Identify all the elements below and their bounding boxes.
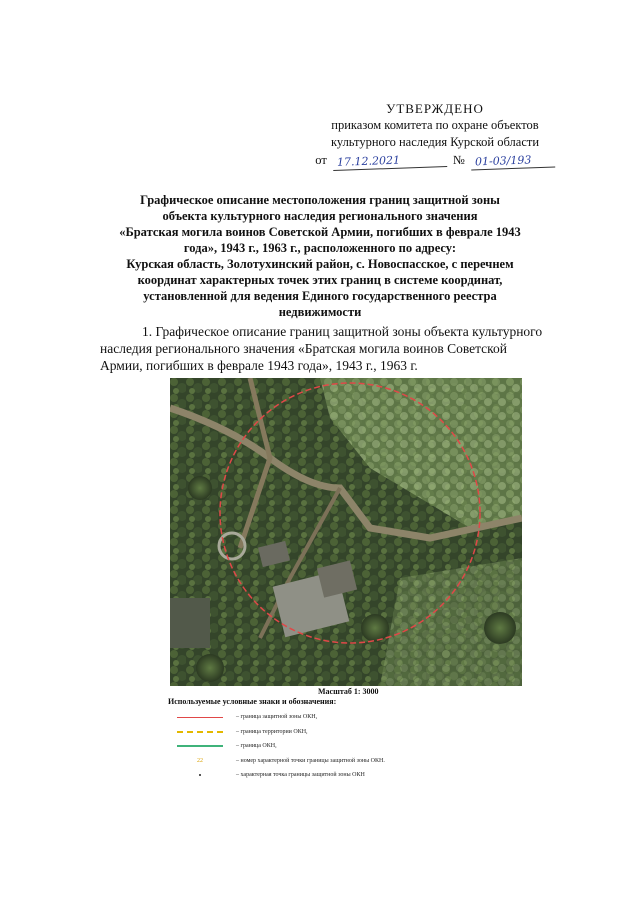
paragraph-line: наследия регионального значения «Братская могила воинов Советской	[100, 341, 508, 356]
legend-item	[172, 739, 502, 754]
red-line-symbol	[177, 717, 223, 718]
legend-label: – граница территории ОКН,	[236, 728, 308, 735]
legend-title: Используемые условные знаки и обозначения:	[168, 697, 337, 706]
satellite-map	[170, 378, 522, 686]
title-line: объекта культурного наследия регионального значения	[162, 209, 478, 223]
title-line: года», 1943 г., 1963 г., расположенного по адресу:	[183, 241, 457, 255]
document-title	[95, 192, 545, 320]
title-line: «Братская могила воинов Советской Армии, погибших в феврале 1943	[119, 225, 521, 239]
approved-heading: УТВЕРЖДЕНО	[386, 101, 484, 116]
legend-item	[172, 725, 502, 740]
title-line: Курская область, Золотухинский район, с. Новоспасское, с перечнем	[126, 257, 514, 271]
satellite-imagery	[170, 378, 522, 686]
handwritten-number: 01-03/193	[471, 153, 555, 171]
legend-label: – граница защитной зоны ОКН,	[236, 714, 318, 721]
green-line-symbol	[177, 745, 223, 747]
from-label: от	[315, 153, 327, 167]
approval-line-1: приказом комитета по охране объектов	[331, 118, 539, 132]
approval-stamp	[300, 100, 570, 169]
legend-label: – граница ОКН,	[236, 743, 277, 750]
handwritten-date: 17.12.2021	[333, 152, 447, 171]
paragraph-line: 1. Графическое описание границ защитной зоны объекта культурного	[142, 324, 543, 339]
paragraph-line: Армии, погибших в феврале 1943 года», 1943 г., 1963 г.	[100, 358, 418, 373]
yellow-dashed-line-symbol	[177, 731, 223, 733]
point-number-symbol: 22	[197, 757, 203, 764]
approval-line-2: культурного наследия Курской области	[330, 135, 540, 149]
legend-item	[172, 710, 502, 725]
number-label: №	[452, 153, 465, 167]
title-line: недвижимости	[278, 305, 362, 319]
approval-date-number-row	[300, 152, 570, 169]
title-line: установленной для ведения Единого государственного реестра	[143, 289, 497, 303]
point-dot-symbol	[199, 774, 201, 776]
legend-label: – номер характерной точки границы защитной зоны ОКН.	[236, 757, 385, 764]
title-line: координат характерных точек этих границ в системе координат,	[137, 273, 503, 287]
legend-item	[172, 754, 502, 769]
map-scale: Масштаб 1: 3000	[318, 687, 379, 696]
legend-item	[172, 768, 502, 783]
description-paragraph	[100, 323, 550, 374]
legend-label: – характерная точка границы защитной зоны ОКН	[236, 772, 365, 779]
legend	[172, 710, 502, 783]
title-line: Графическое описание местоположения границ защитной зоны	[140, 193, 500, 207]
